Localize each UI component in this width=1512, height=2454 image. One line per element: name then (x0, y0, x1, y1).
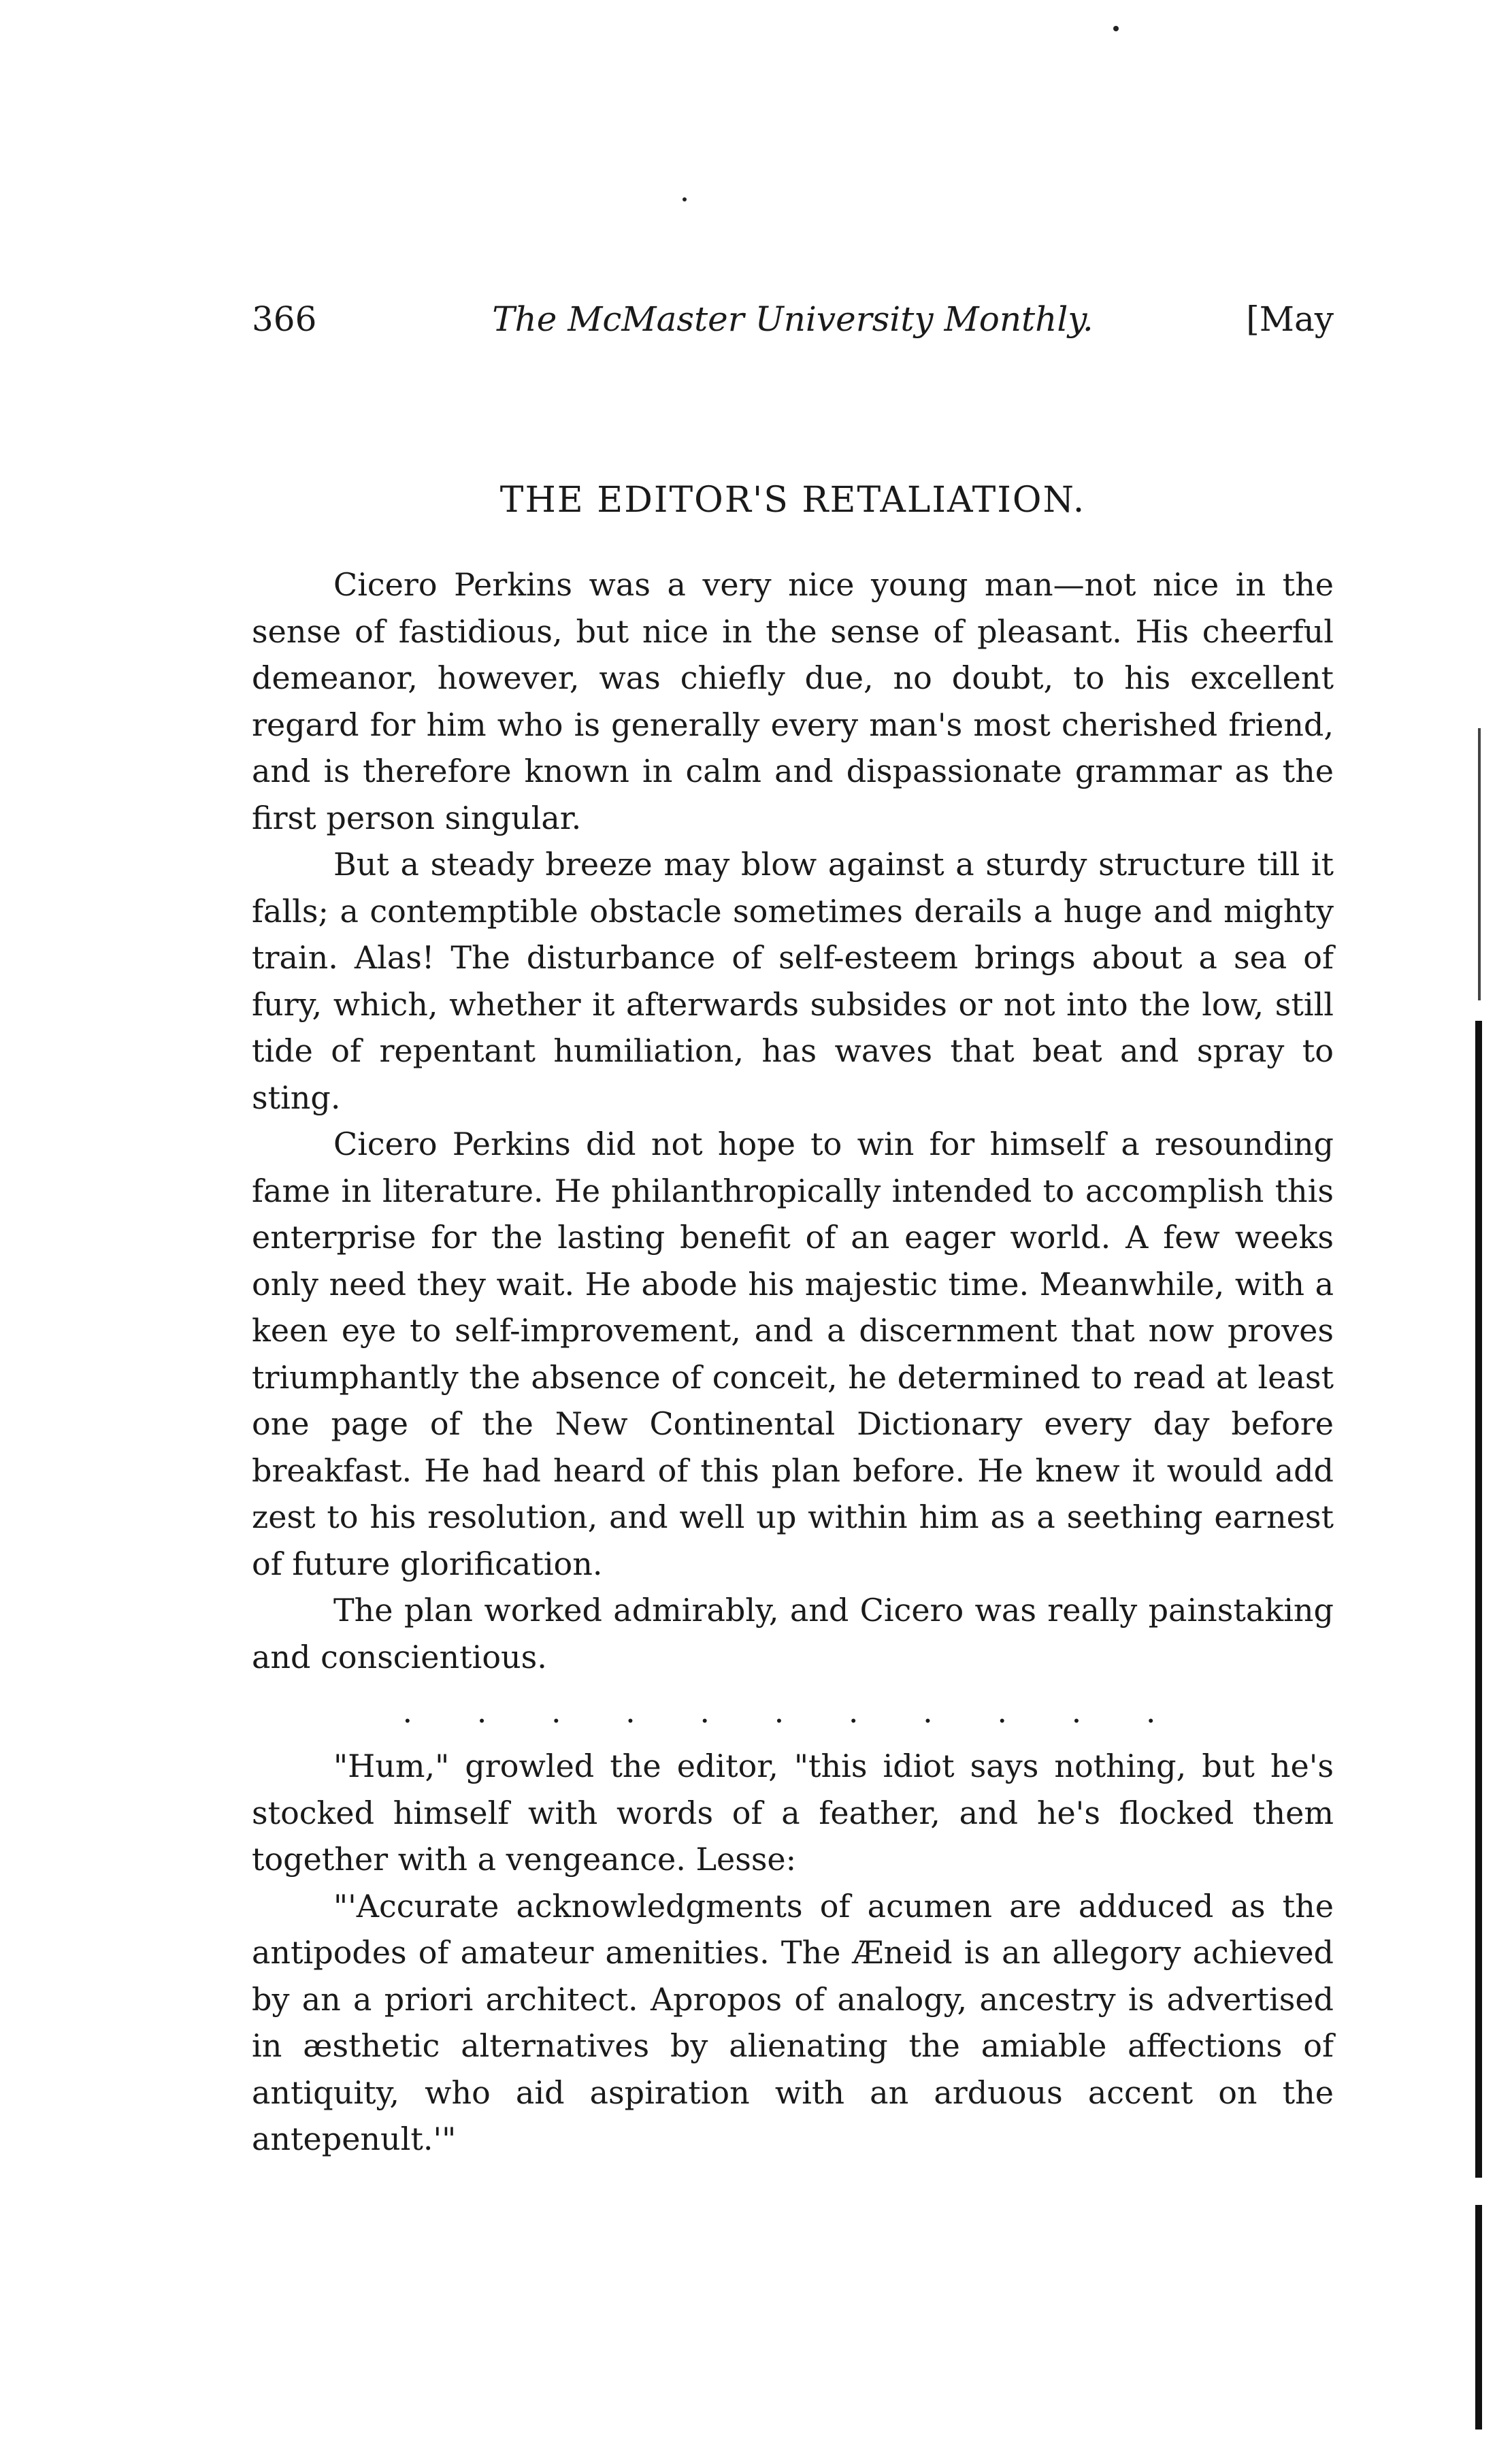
scan-speck (683, 197, 687, 201)
article-title: THE EDITOR'S RETALIATION. (499, 480, 1086, 521)
page-number: 366 (252, 299, 317, 339)
issue-month: [May (1246, 299, 1334, 339)
section-break: . . . . . . . . . . . (402, 1693, 1183, 1730)
binding-edge-mark (1475, 1021, 1482, 2178)
running-header (252, 299, 1334, 354)
binding-edge-mark (1478, 728, 1481, 1000)
quoted-passage: "'Accurate acknowledgments of acumen are adduced as the antipodes of amateur amenities. The Æneid is an allegory achieved by an a priori architect. Apropos of analogy, ancestry is advertised in æsthetic alternatives by alienating the amiable affections of antiquity, who aid aspiration with an arduous accent on the antepenult.'" (252, 1887, 1334, 2157)
paragraph: But a steady breeze may blow against a sturdy structure till it falls; a contemptible obstacle sometimes derails a huge and mighty train. Alas! The disturbance of self-esteem brings about a sea of fury, which, whether it afterwards subsides or not into the low, still tide of repentant humiliation, has waves that beat and spray to sting. (252, 846, 1334, 1116)
paragraph: Cicero Perkins did not hope to win for himself a resounding fame in literature. He philanthropically intended to accomplish this enterprise for the lasting benefit of an eager world. A few weeks only need they wait. He abode his majestic time. Meanwhile, with a keen eye to self-improvement, and a discernment that now proves triumphantly the absence of conceit, he determined to read at least one page of the New Continental Dictionary every day before breakfast. He had heard of this plan before. He knew it would add zest to his resolution, and well up within him as a seething earnest of future glorification. (252, 1126, 1334, 1582)
binding-edge-mark (1475, 2205, 1482, 2430)
scan-speck (1113, 26, 1119, 31)
paragraph: "Hum," growled the editor, "this idiot says nothing, but he's stocked himself with words of a feather, and he's flocked them together with a vengeance. Lesse: (252, 1748, 1334, 1878)
paragraph: Cicero Perkins was a very nice young man—not nice in the sense of fastidious, but nice in the sense of pleasant. His cheerful demeanor, however, was chiefly due, no doubt, to his excellent regard for him who is generally every man's most cherished friend, and is therefore known in calm and dispassionate grammar as the first person singular. (252, 566, 1334, 836)
journal-title: The McMaster University Monthly. (492, 299, 1094, 339)
paragraph: The plan worked admirably, and Cicero was really painstaking and conscientious. (252, 1592, 1334, 1675)
article-body (252, 561, 1334, 2163)
